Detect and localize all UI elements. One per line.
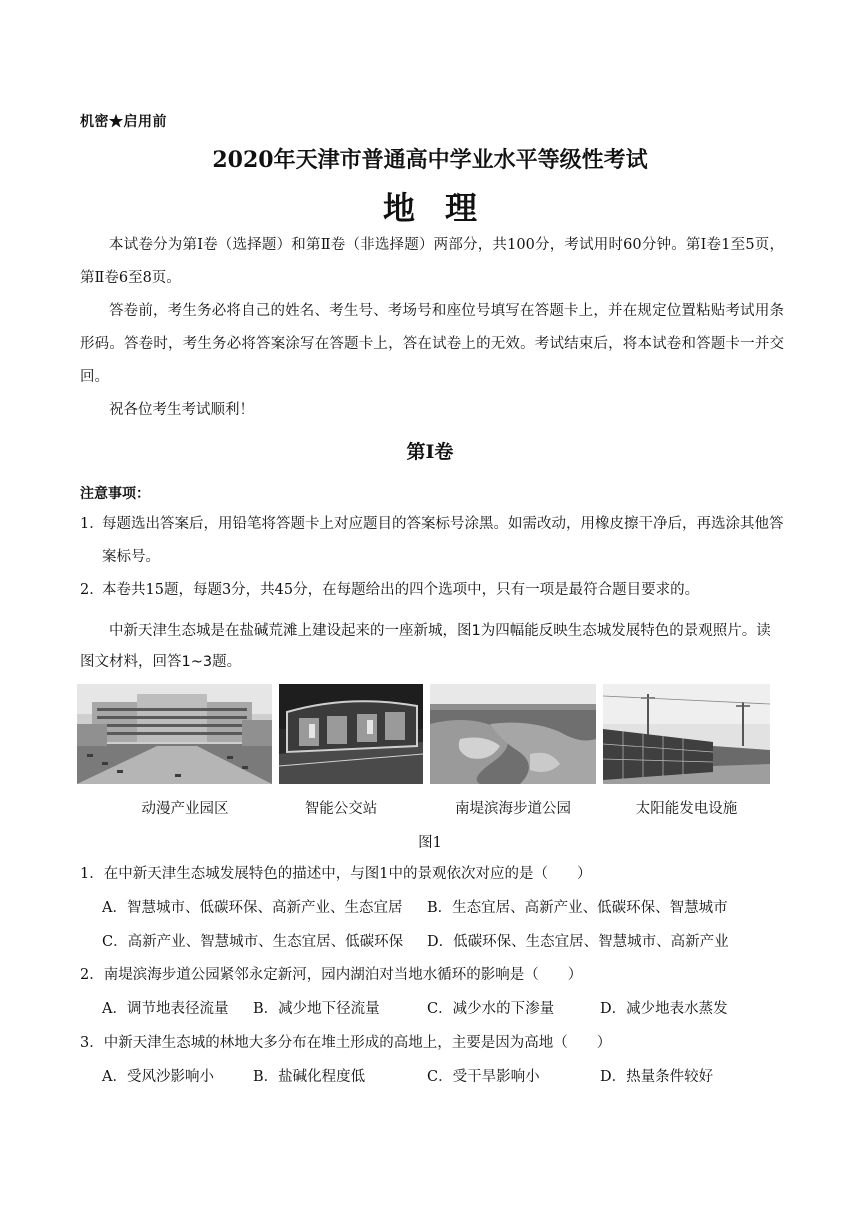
confidential-label: 机密★启用前 [80, 114, 167, 130]
question-option: A．调节地表径流量 [102, 1001, 229, 1017]
material-paragraph: 中新天津生态城是在盐碱荒滩上建设起来的一座新城，图1为四幅能反映生态城发展特色的景观照片。读图文材料，回答1~3题。 [80, 623, 771, 670]
figure-caption: 智能公交站 [304, 801, 378, 817]
question-option: A．受风沙影响小 [102, 1069, 214, 1085]
notice-item [80, 508, 784, 574]
intro-paragraph-1: 本试卷分为第Ⅰ卷（选择题）和第Ⅱ卷（非选择题）两部分，共100分，考试用时60分钟。第Ⅰ卷1至5页，第Ⅱ卷6至8页。 [80, 237, 784, 286]
exam-title: 2020年天津市普通高中学业水平等级性考试 [212, 147, 648, 173]
question-option: D．热量条件较好 [600, 1069, 714, 1085]
question-option: B．盐碱化程度低 [253, 1069, 366, 1085]
figure-caption: 南堤滨海步道公园 [455, 801, 571, 817]
question-option: A．智慧城市、低碳环保、高新产业、生态宜居 [102, 900, 403, 916]
notice-item-number: 2． [80, 582, 104, 598]
question-stem: 3．中新天津生态城的林地大多分布在堆土形成的高地上，主要是因为高地（ ） [80, 1035, 612, 1051]
question-stem: 2．南堤滨海步道公园紧邻永定新河，园内湖泊对当地水循环的影响是（ ） [80, 967, 583, 983]
notice-title: 注意事项： [80, 486, 150, 502]
question-option: C．高新产业、智慧城市、生态宜居、低碳环保 [102, 934, 404, 950]
question-option: B．减少地下径流量 [253, 1001, 380, 1017]
notice-item [80, 574, 784, 607]
photo-smart-bus-stop [279, 684, 423, 784]
photo-solar-facility [603, 684, 770, 784]
question-option: C．减少水的下渗量 [427, 1001, 555, 1017]
section-title: 第Ⅰ卷 [406, 441, 454, 463]
photo-seaside-park [430, 684, 596, 784]
question-option: C．受干旱影响小 [427, 1069, 540, 1085]
question-option: B．生态宜居、高新产业、低碳环保、智慧城市 [427, 900, 728, 916]
question-stem: 1．在中新天津生态城发展特色的描述中，与图1中的景观依次对应的是（ ） [80, 866, 592, 882]
notice-item-text: 本卷共15题，每题3分，共45分，在每题给出的四个选项中，只有一项是最符合题目要求的。 [102, 582, 700, 598]
figure-label: 图1 [418, 835, 442, 851]
intro-paragraph-2: 答卷前，考生务必将自己的姓名、考生号、考场号和座位号填写在答题卡上，并在规定位置粘贴考试用条形码。答卷时，考生务必将答案涂写在答题卡上，答在试卷上的无效。考试结束后，将本试卷和答题卡一并交回。 [80, 303, 784, 385]
subject-title: 地理 [382, 189, 507, 227]
notice-item-number: 1． [80, 516, 104, 532]
photo-animation-park [77, 684, 272, 784]
figure-caption: 动漫产业园区 [141, 801, 229, 817]
intro-paragraph-3: 祝各位考生考试顺利！ [109, 402, 254, 418]
question-option: D．低碳环保、生态宜居、智慧城市、高新产业 [427, 934, 729, 950]
question-option: D．减少地表水蒸发 [600, 1001, 728, 1017]
figure-caption: 太阳能发电设施 [635, 801, 738, 817]
notice-item-text: 每题选出答案后，用铅笔将答题卡上对应题目的答案标号涂黑。如需改动，用橡皮擦干净后，再选涂其他答案标号。 [102, 516, 784, 565]
